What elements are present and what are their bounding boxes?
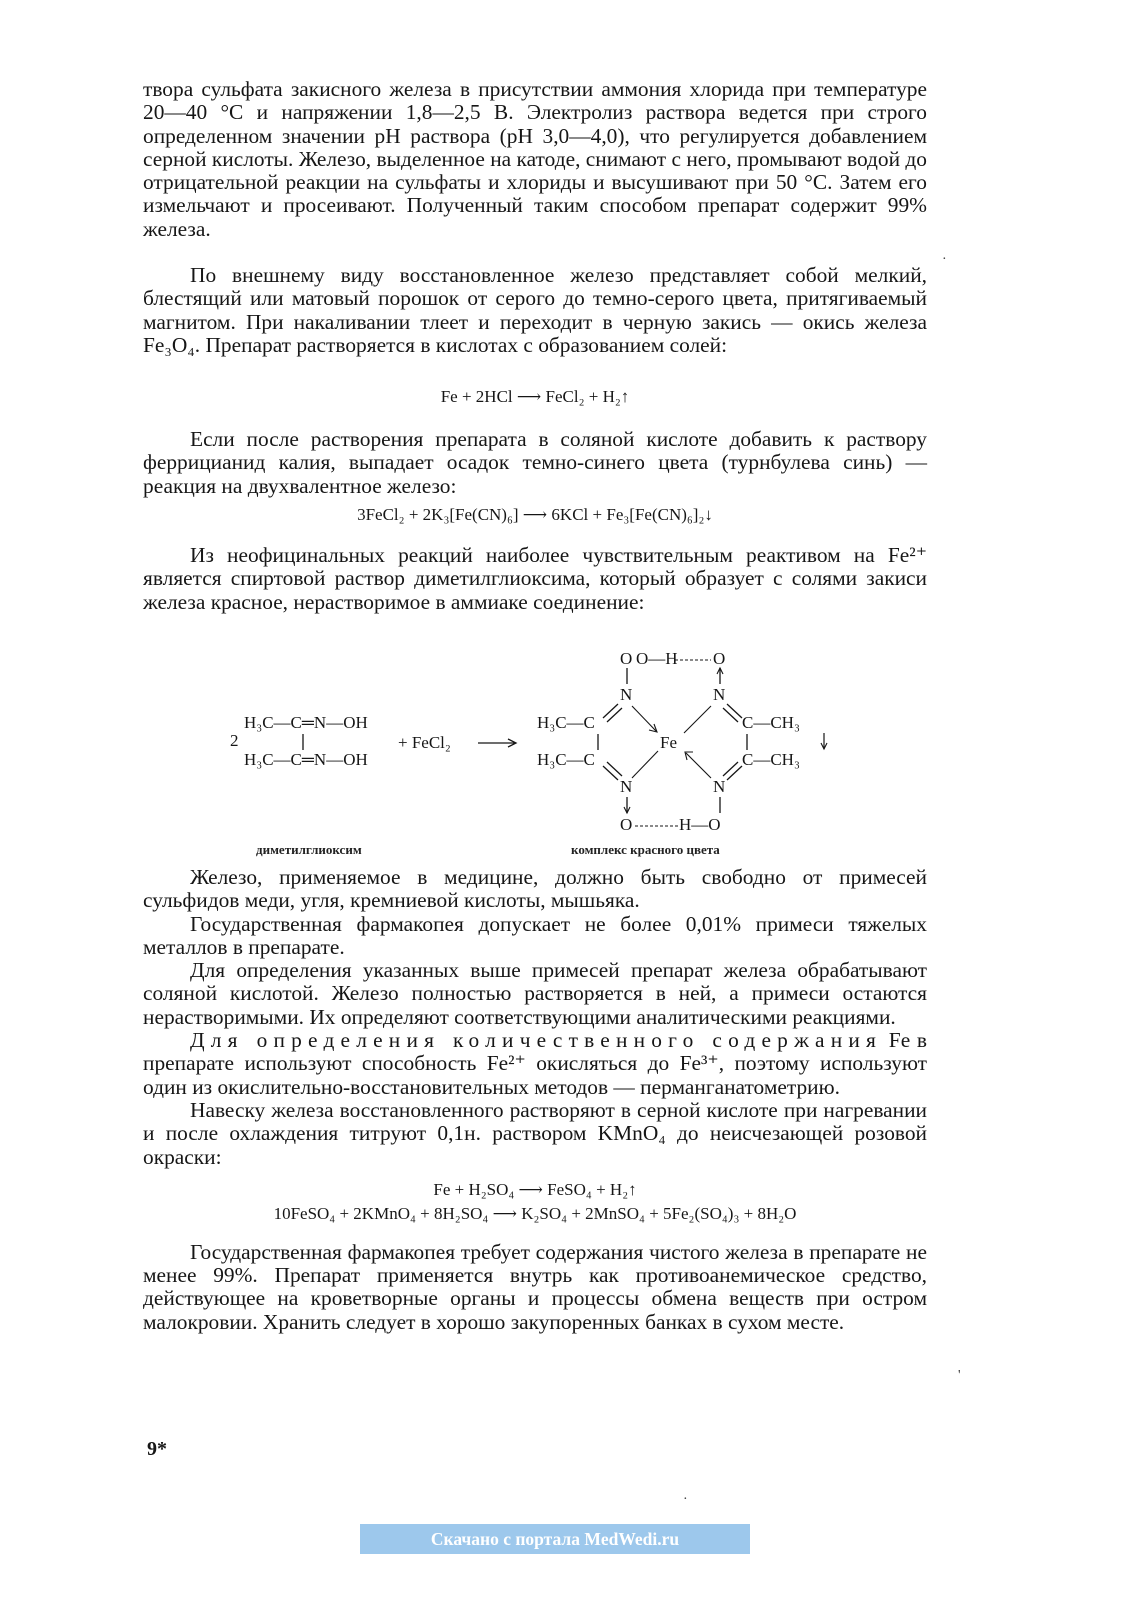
scan-speck: ' — [958, 1368, 961, 1383]
paragraph-6: Государственная фармакопея допускает не более 0,01% примеси тяжелых металлов в препарате. — [143, 911, 927, 959]
iron-atom: Fe — [660, 733, 677, 752]
plus-fecl2: + FeCl₂ — [398, 733, 451, 752]
paragraph-4: Из неофицинальных реакций наиболее чувствительным реактивом на Fe²⁺ является спиртовой раствор диметилглиоксима, который образует с солями закиси железа красное, нерастворимое в аммиаке соединение: — [143, 543, 927, 614]
page-body — [143, 78, 927, 1334]
paragraph-8-rest: Fe в препарате используют способность Fe²⁺ окисляться до Fe³⁺, поэтому используют один из окислительно-восстановительных методов — перманганатометрию. — [143, 1028, 928, 1099]
oxygen-left-top: O — [620, 649, 633, 668]
reaction-scheme-spacer — [143, 638, 927, 866]
bottom-chain-ho: H—O — [679, 815, 721, 834]
equation-turnbull: 3FeCl₂ + 2K₃[Fe(CN)₆] ⟶ 6KCl + Fe₃[Fe(CN)₆]₂↓ — [357, 505, 713, 524]
top-chain-oh: O—H — [636, 649, 678, 668]
reagent-top-line: H₃C—C═N—OH — [244, 713, 368, 732]
nitrogen-1: N — [620, 685, 633, 704]
paragraph-9: Навеску железа восстановленного растворяют в серной кислоте при нагревании и после охлаждения титруют 0,1н. раствором KMnO₄ до неисчезающей розовой окраски: — [143, 1097, 927, 1169]
scan-speck: · — [942, 252, 947, 267]
caption-dimethylglyoxime: диметилглиоксим — [256, 842, 362, 857]
scheme-coefficient: 2 — [230, 731, 239, 750]
paragraph-10: Государственная фармакопея требует содержания чистого железа в препарате не менее 99%. Препарат применяется внутрь как противоанемическое средство, действующее на кроветворные органы и процессы обмена веществ при остром малокровии. Хранить следует в хорошо закупоренных банках в сухом месте. — [143, 1239, 927, 1334]
spaced-heading-text: Для определения количественного содержания — [190, 1028, 883, 1053]
nitrogen-4: N — [713, 777, 726, 796]
scan-speck: · — [683, 1492, 688, 1507]
paragraph-7: Для определения указанных выше примесей препарат железа обрабатывают соляной кислотой. Железо полностью растворяется в ней, а примеси остаются нерастворимыми. Их определяют соответствующими аналитическими реакциями. — [143, 958, 927, 1029]
oxygen-right-top: O — [713, 649, 726, 668]
caption-red-complex: комплекс красного цвета — [571, 842, 720, 857]
oxygen-left-bottom: O — [620, 815, 633, 834]
paragraph-5: Железо, применяемое в медицине, должно быть свободно от примесей сульфидов меди, угля, кремниевой кислоты, мышьяка. — [143, 865, 927, 913]
titration-equations — [143, 1179, 927, 1225]
watermark-banner: Скачано с портала MedWedi.ru — [360, 1524, 750, 1554]
paragraph-3: Если после растворения препарата в соляной кислоте добавить к раствору феррицианид калия, выпадает осадок темно-синего цвета (турнбулева синь) — реакция на двухвалентное железо: — [143, 427, 927, 498]
nitrogen-2: N — [713, 685, 726, 704]
methyl-left-top: H₃C—C — [537, 713, 595, 732]
paragraph-8 — [143, 1029, 927, 1099]
reagent-bottom-line: H₃C—C═N—OH — [244, 750, 368, 769]
equation-permanganate: 10FeSO₄ + 2KMnO₄ + 8H₂SO₄ ⟶ K₂SO₄ + 2MnSO₄ + 5Fe₂(SO₄)₃ + 8H₂O — [273, 1203, 797, 1223]
paragraph-1: твора сульфата закисного железа в присутствии аммония хлорида при температуре 20—40 °C и напряжении 1,8—2,5 В. Электролиз раствора ведется при строго определенном значении pH раствора (pH 3,0—4,0), что регулируется добавлением серной кислоты. Железо, выделенное на катоде, снимают с него, промывают водой до отрицательной реакции на сульфаты и хлориды и высушивают при 50 °C. Затем его измельчают и просеивают. Полученный таким способом препарат содержит 99% железа. — [143, 77, 927, 241]
methyl-left-bottom: H₃C—C — [537, 750, 595, 769]
paragraph-2: По внешнему виду восстановленное железо представляет собой мелкий, блестящий или матовый порошок от серого до темно-серого цвета, притягиваемый магнитом. При накаливании тлеет и переходит в черную закись — окись железа Fe₃O₄. Препарат растворяется в кислотах с образованием солей: — [143, 263, 927, 357]
methyl-right-bottom: C—CH₃ — [742, 750, 800, 769]
page-signature: 9* — [147, 1438, 167, 1460]
equation-fe-h2so4: Fe + H₂SO₄ ⟶ FeSO₄ + H₂↑ — [433, 1179, 637, 1199]
nitrogen-3: N — [620, 777, 633, 796]
equation-fe-hcl: Fe + 2HCl ⟶ FeCl₂ + H₂↑ — [440, 387, 630, 406]
methyl-right-top: C—CH₃ — [742, 713, 800, 732]
